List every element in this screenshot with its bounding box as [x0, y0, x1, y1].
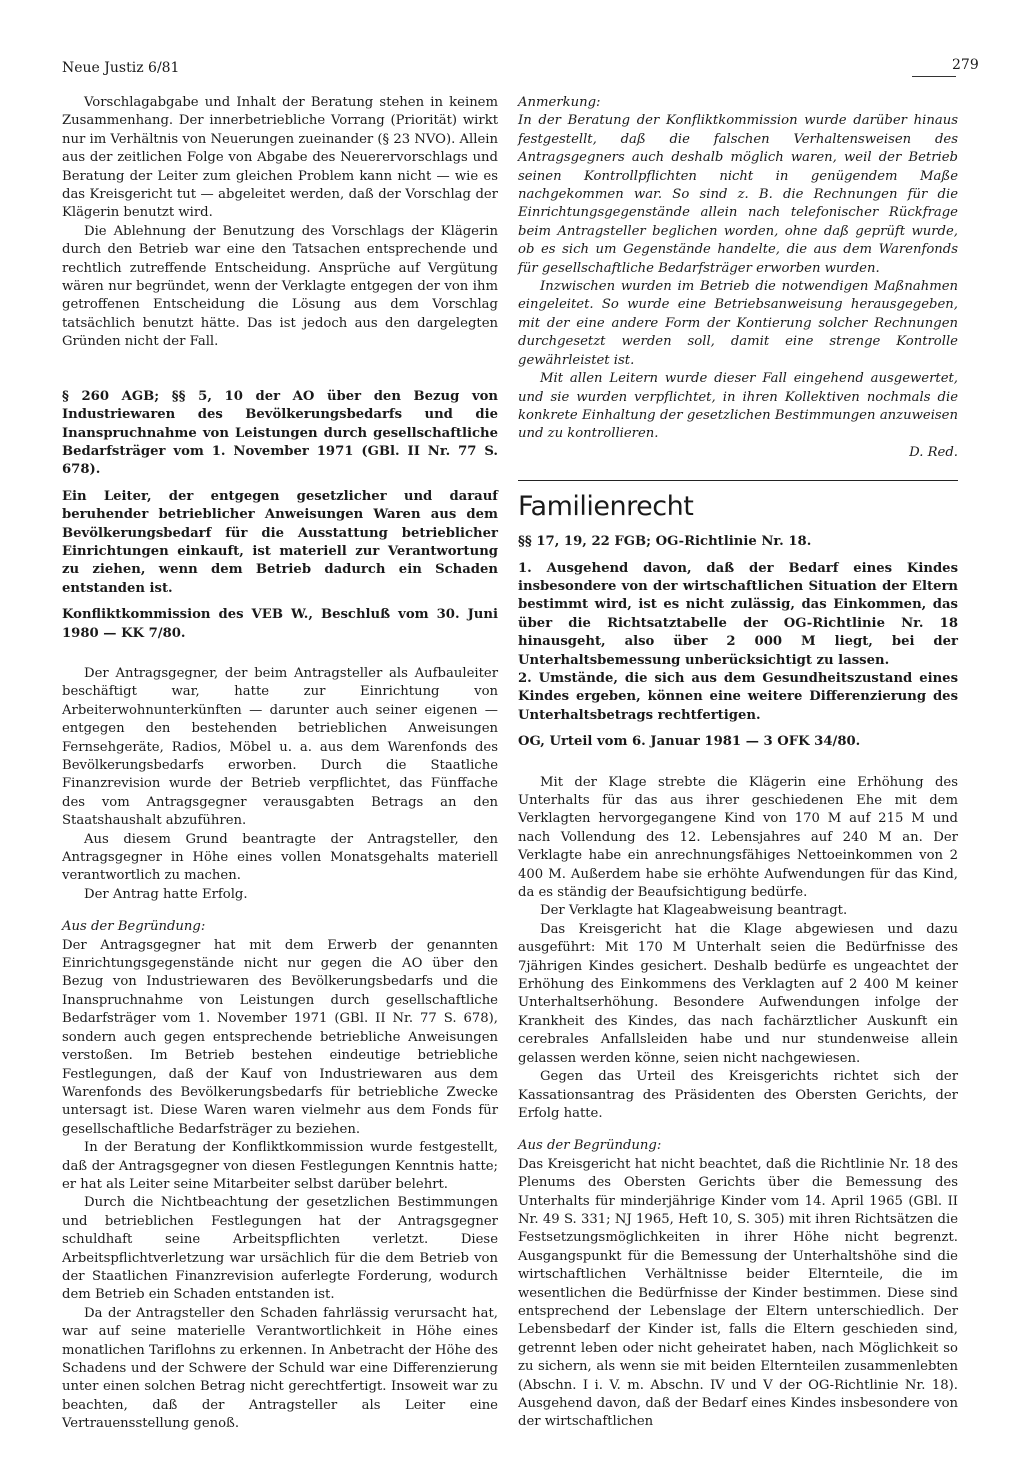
paragraph: Der Antrag hatte Erfolg.	[84, 886, 248, 902]
header-rule	[912, 76, 956, 77]
paragraph: Der Antragsgegner hat mit dem Erwerb der genannten Einrichtungsgegenstände nicht nur gegen die AO über den Bezug von Industriewaren des Bevölkerungsbedarfs und die Inanspruchnahme von Leistungen durch gesellschaftliche Bedarfsträger vom 1. November 1971 (GBl. II Nr. 77 S. 678), sondern auch gegen entsprechende betriebliche Anweisungen verstoßen. Im Betrieb bestehen eindeutige betriebliche Festlegungen, daß der Kauf von Industriewaren aus dem Warenfonds des Bevölkerungsbedarfs für betriebliche Zwecke untersagt ist. Diese Waren waren vielmehr aus dem Fonds für gesellschaftliche Bedarfsträger zu beziehen.	[62, 937, 498, 1137]
case-heading: § 260 AGB; §§ 5, 10 der AO über den Bezug von Industriewaren des Bevölkerungsbedarfs und die Inanspruchnahme von Leistungen durch gesellschaftliche Bedarfsträger vom 1. November 1971 (GBl. II Nr. 77 S. 678).	[62, 388, 498, 478]
case-leitsatz: Ein Leiter, der entgegen gesetzlicher und darauf beruhender betrieblicher Anweisungen Waren aus dem Bevölkerungsbedarf für die Ausstattung betrieblicher Einrichtungen einkauft, ist materiell zur Verantwortung zu ziehen, wenn dem Betrieb dadurch ein Schaden entstanden ist.	[62, 488, 498, 596]
paragraph: Da der Antragsteller den Schaden fahrlässig verursacht hat, war auf seine materielle Verantwortlichkeit in Höhe eines monatlichen Tariflohns zu erkennen. In Anbetracht der Höhe des Schadens und der Schwere der Schuld war eine Differenzierung unter einen solchen Betrag nicht gerechtfertigt. Insoweit war zu beachten, daß der Antragsteller als Leiter eine Vertrauensstellung genoß.	[62, 1305, 498, 1432]
case-source: OG, Urteil vom 6. Januar 1981 — 3 OFK 34/80.	[518, 734, 861, 750]
note-paragraph: Mit allen Leitern wurde dieser Fall eingehend ausgewertet, und sie wurden verpflichtet, in ihren Kollektiven nochmals die konkrete Einhaltung der gesetzlichen Bestimmungen anzuweisen und zu kontrollieren.	[518, 371, 958, 442]
paragraph: Vorschlagabgabe und Inhalt der Beratung stehen in keinem Zusammenhang. Der innerbetriebliche Vorrang (Priorität) wirkt nur im Verhältnis von Neuerungen zueinander (§ 23 NVO). Allein aus der zeitlichen Folge von Abgabe des Neuerervorschlags und Beratung der Leiter zum gleichen Problem kann nicht — wie es das Kreisgericht tut — abgeleitet werden, daß der Vorschlag der Klägerin benutzt wird.	[62, 95, 498, 221]
note-heading: Anmerkung:	[518, 95, 601, 110]
case-source: Konfliktkommission des VEB W., Beschluß vom 30. Juni 1980 — KK 7/80.	[62, 607, 498, 641]
editor-signature: D. Red.	[909, 444, 958, 460]
paragraph: Durch die Nichtbeachtung der gesetzlichen Bestimmungen und betrieblichen Festlegungen hat der Antragsgegner schuldhaft seine Arbeitspflichten verletzt. Diese Arbeitspflichtverletzung war ursächlich für die dem Betrieb von der Staatlichen Finanzrevision auferlegte Forderung, wodurch dem Betrieb ein Schaden entstanden ist.	[62, 1195, 498, 1303]
paragraph: Die Ablehnung der Benutzung des Vorschlags der Klägerin durch den Betrieb war eine den Tatsachen entsprechende und rechtlich zutreffende Entscheidung. Ansprüche auf Vergütung wären nur begründet, wenn der Verklagte entgegen der von ihm getroffenen Entscheidung die Lösung aus dem Vorschlag tatsächlich benutzt hätte. Das ist jedoch aus den dargelegten Gründen nicht der Fall.	[62, 223, 498, 350]
note-paragraph: Inzwischen wurden im Betrieb die notwendigen Maßnahmen eingeleitet. So wurde eine Betriebsanweisung herausgegeben, mit der eine andere Form der Kontierung solcher Rechnungen durchgesetzt werden soll, damit eine strenge Kontrolle gewährleistet ist.	[518, 279, 958, 368]
note-paragraph: In der Beratung der Konfliktkommission wurde darüber hinaus festgestellt, daß die falschen Verhaltensweisen des Antragsgegners auch deshalb möglich waren, weil der Betrieb seinen Kontrollpflichten nicht in genügendem Maße nachgekommen war. So sind z. B. die Rechnungen für die Einrichtungsgegenstände allein nach telefonischer Rückfrage beim Antragsteller beglichen worden, ohne daß geprüft wurde, ob es sich um Gegenstände handelte, die aus dem Warenfonds für gesellschaftliche Bedarfsträger erworben wurden.	[518, 113, 958, 276]
section-divider	[518, 480, 958, 481]
section-title: Familienrecht	[518, 491, 694, 523]
subheading: Aus der Begründung:	[518, 1138, 662, 1154]
paragraph: Der Verklagte hat Klageabweisung beantragt.	[540, 903, 848, 919]
running-header: Neue Justiz 6/81	[62, 60, 180, 76]
case-leitsatz: 2. Umstände, die sich aus dem Gesundheitszustand eines Kindes ergeben, können eine weitere Differenzierung des Unterhaltsbetrags rechtfertigen.	[518, 670, 958, 723]
paragraph: Gegen das Urteil des Kreisgerichts richtet sich der Kassationsantrag des Präsidenten des Obersten Gerichts, der Erfolg hatte.	[518, 1069, 958, 1121]
case-leitsatz: 1. Ausgehend davon, daß der Bedarf eines Kindes insbesondere von der wirtschaftlichen Situation der Eltern bestimmt wird, ist es nicht zulässig, das Einkommen, das über die Richtsatztabelle der OG-Richtlinie Nr. 18 hinausgeht, also über 2 000 M liegt, bei der Unterhaltsbemessung unberücksichtigt zu lassen.	[518, 560, 958, 668]
paragraph: Das Kreisgericht hat die Klage abgewiesen und dazu ausgeführt: Mit 170 M Unterhalt seien die Bedürfnisse des 7jährigen Kindes gesichert. Deshalb bedürfe es ungeachtet der Erhöhung des Einkommens des Verklagten auf 2 400 M keiner Unterhaltserhöhung. Besondere Aufwendungen infolge der Krankheit des Kindes, das nach fachärztlicher Auskunft ein cerebrales Anfallsleiden habe und nur stundenweise allein gelassen werden könne, seien nicht nachgewiesen.	[518, 921, 958, 1066]
paragraph: Mit der Klage strebte die Klägerin eine Erhöhung des Unterhalts für das aus ihrer geschiedenen Ehe mit dem Verklagten hervorgegangene Kind von 170 M auf 215 M und nach Vollendung des 12. Lebensjahres auf 240 M an. Der Verklagte habe ein anrechnungsfähiges Nettoeinkommen von 2 400 M. Außerdem habe sie erhöhte Aufwendungen für das Kind, da es ständig der Beaufsichtigung bedürfe.	[518, 774, 958, 901]
right-column	[518, 94, 958, 1432]
paragraph: Der Antragsgegner, der beim Antragsteller als Aufbauleiter beschäftigt war, hatte zur Einrichtung von Arbeiterwohnunterkünften — darunter auch seiner eigenen — entgegen den bestehenden betrieblichen Anweisungen Fernsehgeräte, Radios, Möbel u. a. aus dem Warenfonds des Bevölkerungsbedarfs erworben. Durch die Staatliche Finanzrevision wurde der Betrieb verpflichtet, das Fünffache des vom Antragsgegner verausgabten Betrags an den Staatshaushalt abzuführen.	[62, 665, 498, 829]
paragraph: Aus diesem Grund beantragte der Antragsteller, den Antragsgegner in Höhe eines vollen Monatsgehalts materiell verantwortlich zu machen.	[62, 831, 498, 884]
case-heading: §§ 17, 19, 22 FGB; OG-Richtlinie Nr. 18.	[518, 534, 812, 550]
page-number: 279	[952, 57, 979, 73]
subheading: Aus der Begründung:	[62, 919, 206, 935]
left-column	[62, 94, 498, 1434]
paragraph: Das Kreisgericht hat nicht beachtet, daß die Richtlinie Nr. 18 des Plenums des Obersten Gerichts über die Bemessung des Unterhalts für minderjährige Kinder vom 14. April 1965 (GBl. II Nr. 49 S. 331; NJ 1965, Heft 10, S. 305) mit ihren Richtsätzen die Festsetzungsmöglichkeiten in ihrer Höhe nicht begrenzt. Ausgangspunkt für die Bemessung der Unterhaltshöhe sind die wirtschaftlichen Verhältnisse beider Elternteile, die im wesentlichen die Bedürfnisse der Kinder bestimmen. Diese sind entsprechend der Lebenslage der Eltern unterschiedlich. Der Lebensbedarf der Kinder ist, falls die Eltern geschieden sind, getrennt leben oder nicht geheiratet haben, nach Möglichkeit so zu sichern, als wenn sie mit beiden Elternteilen zusammenlebten (Abschn. I i. V. m. Abschn. IV und V der OG-Richtlinie Nr. 18). Ausgehend davon, daß der Bedarf eines Kindes insbesondere von der wirtschaftlichen	[518, 1156, 958, 1430]
paragraph: In der Beratung der Konfliktkommission wurde festgestellt, daß der Antragsgegner von diesen Festlegungen Kenntnis hatte; er hat als Leiter seine Mitarbeiter selbst darüber belehrt.	[62, 1140, 498, 1192]
